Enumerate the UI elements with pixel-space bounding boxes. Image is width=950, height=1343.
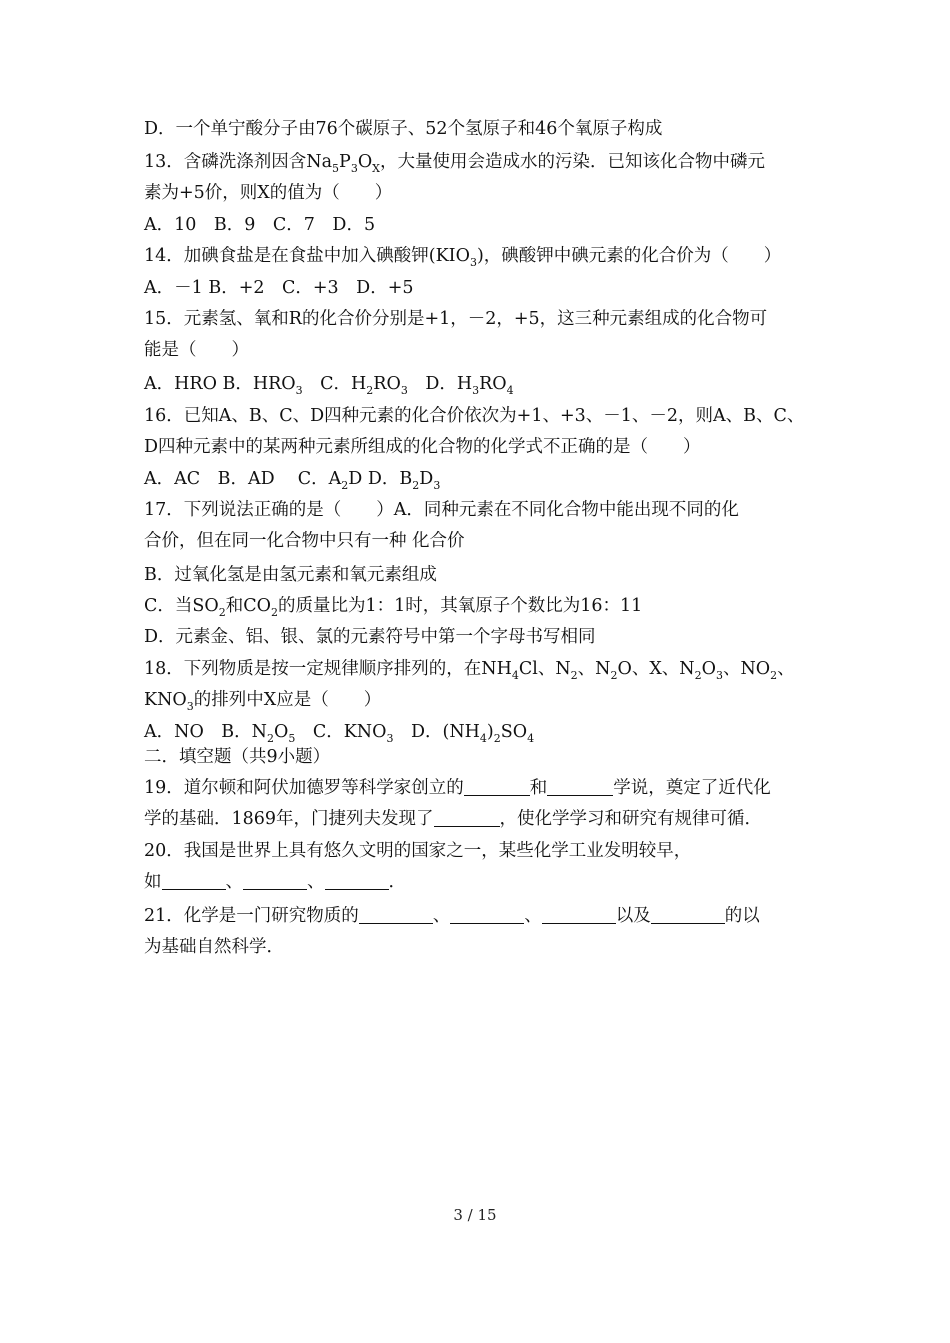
subscript: 3 xyxy=(469,256,477,269)
answer-blank[interactable] xyxy=(359,905,433,924)
subscript: 2 xyxy=(770,669,778,682)
text: A．AC B．AD C．A xyxy=(144,469,342,489)
text: A．10 B．9 C．7 D．5 xyxy=(144,215,376,235)
answer-blank[interactable] xyxy=(464,777,530,796)
question-17-option-b xyxy=(144,564,437,586)
question-13-options xyxy=(144,214,375,236)
subscript: 2 xyxy=(341,479,349,492)
question-15-line-1 xyxy=(144,308,767,330)
subscript: 3 xyxy=(295,384,303,397)
answer-blank[interactable] xyxy=(243,871,307,890)
subscript: 2 xyxy=(694,669,702,682)
text: 18．下列物质是按一定规律顺序排列的，在NH xyxy=(144,659,512,679)
answer-blank[interactable] xyxy=(547,777,613,796)
text: 20．我国是世界上具有悠久文明的国家之一，某些化学工业发明较早， xyxy=(144,841,692,861)
subscript: 4 xyxy=(506,384,514,397)
question-20-line-2 xyxy=(144,871,406,893)
text: RO xyxy=(479,374,507,394)
question-15-options xyxy=(144,373,514,397)
text: A．NO B．N xyxy=(144,722,267,742)
text: 为基础自然科学． xyxy=(144,937,284,957)
question-19-line-2 xyxy=(144,808,762,830)
formula: O xyxy=(357,152,373,172)
text: 二．填空题（共9小题） xyxy=(144,747,331,767)
text: Cl、N xyxy=(518,659,571,679)
text: ，大量使用会造成水的污染．已知该化合物中磷元 xyxy=(380,152,766,172)
text: 、 xyxy=(225,872,243,892)
formula: Na xyxy=(306,152,333,172)
text: 的以 xyxy=(724,906,760,926)
question-17-line-2 xyxy=(144,530,465,552)
formula: P xyxy=(339,152,351,172)
subscript: 3 xyxy=(472,384,480,397)
answer-blank[interactable] xyxy=(542,905,616,924)
text: 如 xyxy=(144,872,162,892)
question-18-line-2 xyxy=(144,689,381,713)
text: A．HRO B．HRO xyxy=(144,374,296,394)
text: C．当SO xyxy=(144,596,219,616)
question-16-options xyxy=(144,468,440,492)
text: 、NO xyxy=(722,659,771,679)
text: 14．加碘食盐是在食盐中加入碘酸钾(KIO xyxy=(144,246,470,266)
text: 的排列中X应是（ ） xyxy=(193,690,382,710)
text: ． xyxy=(388,872,406,892)
question-13-line-2 xyxy=(144,182,392,204)
text: 13．含磷洗涤剂因含 xyxy=(144,152,307,172)
subscript: 3 xyxy=(433,479,441,492)
text: C．KNO xyxy=(295,722,387,742)
answer-blank[interactable] xyxy=(651,905,725,924)
text: O xyxy=(273,722,289,742)
text: D．一个单宁酸分子由76个碳原子、52个氢原子和46个氧原子构成 xyxy=(144,119,663,139)
text: SO xyxy=(500,722,528,742)
text: 能是（ ） xyxy=(144,340,249,360)
subscript: 2 xyxy=(270,606,278,619)
text: 和 xyxy=(529,778,548,798)
subscript: X xyxy=(372,162,381,175)
question-21-line-2 xyxy=(144,936,284,958)
text: D四种元素中的某两种元素所组成的化合物的化学式不正确的是（ ） xyxy=(144,437,701,457)
text: A．－1 B．+2 C．+3 D．+5 xyxy=(144,278,414,298)
subscript: 4 xyxy=(479,732,487,745)
text: 17．下列说法正确的是（ ）A．同种元素在不同化合物中能出现不同的化 xyxy=(144,500,739,520)
subscript: 3 xyxy=(386,732,394,745)
question-17-option-d xyxy=(144,626,596,648)
text: 15．元素氢、氧和R的化合价分别是+1，－2，+5，这三种元素组成的化合物可 xyxy=(144,309,768,329)
text: 、 xyxy=(777,659,795,679)
text: 、N xyxy=(577,659,611,679)
subscript: 3 xyxy=(715,669,723,682)
question-18-line-1 xyxy=(144,658,795,682)
text: O xyxy=(701,659,716,679)
subscript: 3 xyxy=(186,700,194,713)
subscript: 2 xyxy=(366,384,374,397)
text: 19．道尔顿和阿伏加德罗等科学家创立的 xyxy=(144,778,464,798)
text: D．(NH xyxy=(393,722,480,742)
section-2-heading xyxy=(144,746,330,768)
subscript: 3 xyxy=(350,162,358,175)
text: 素为+5价，则X的值为（ ） xyxy=(144,183,393,203)
text: 16．已知A、B、C、D四种元素的化合价依次为+1、+3、－1、－2，则A、B、C、 xyxy=(144,406,805,426)
question-13-line-1 xyxy=(144,151,765,175)
option-d-line xyxy=(144,118,662,140)
question-16-line-2 xyxy=(144,436,701,458)
text: RO xyxy=(373,374,401,394)
text: )，碘酸钾中碘元素的化合价为（ ） xyxy=(476,246,782,266)
subscript: 2 xyxy=(570,669,578,682)
question-18-options xyxy=(144,721,534,745)
question-14-options xyxy=(144,277,414,299)
text: 和CO xyxy=(225,596,271,616)
subscript: 2 xyxy=(610,669,618,682)
text: 以及 xyxy=(615,906,651,926)
subscript: 5 xyxy=(288,732,296,745)
subscript: 2 xyxy=(493,732,501,745)
text: KNO xyxy=(144,690,187,710)
text: ，使化学学习和研究有规律可循． xyxy=(499,809,763,829)
text: 学说，奠定了近代化 xyxy=(613,778,771,798)
answer-blank[interactable] xyxy=(325,871,389,890)
text: B．过氧化氢是由氢元素和氧元素组成 xyxy=(144,565,437,585)
subscript: 5 xyxy=(332,162,340,175)
page-number: 3 / 15 xyxy=(453,1206,497,1224)
text: D．元素金、铝、银、氯的元素符号中第一个字母书写相同 xyxy=(144,627,596,647)
question-17-line-1 xyxy=(144,499,739,521)
text: C．H xyxy=(302,374,367,394)
question-15-line-2 xyxy=(144,339,249,361)
question-14-line-1 xyxy=(144,245,781,269)
subscript: 2 xyxy=(218,606,226,619)
text: O、X、N xyxy=(617,659,695,679)
subscript: 2 xyxy=(412,479,420,492)
text: 合价，但在同一化合物中只有一种 化合价 xyxy=(144,531,465,551)
text: D D．B xyxy=(348,469,413,489)
text: ) xyxy=(486,722,494,742)
question-17-option-c xyxy=(144,595,642,619)
answer-blank[interactable] xyxy=(434,808,500,827)
answer-blank[interactable] xyxy=(450,905,524,924)
subscript: 3 xyxy=(400,384,408,397)
question-19-line-1 xyxy=(144,777,771,799)
question-16-line-1 xyxy=(144,405,804,427)
subscript: 2 xyxy=(266,732,274,745)
subscript: 4 xyxy=(511,669,519,682)
text: 学的基础．1869年，门捷列夫发现了 xyxy=(144,809,434,829)
question-21-line-1 xyxy=(144,905,760,927)
text: D．H xyxy=(407,374,473,394)
text: 、 xyxy=(307,872,325,892)
text: 21．化学是一门研究物质的 xyxy=(144,906,359,926)
text: 、 xyxy=(524,906,542,926)
text: D xyxy=(419,469,434,489)
text: 、 xyxy=(432,906,451,926)
subscript: 4 xyxy=(527,732,535,745)
question-20-line-1 xyxy=(144,840,691,862)
answer-blank[interactable] xyxy=(162,871,226,890)
text: 的质量比为1：1时，其氧原子个数比为16：11 xyxy=(277,596,643,616)
